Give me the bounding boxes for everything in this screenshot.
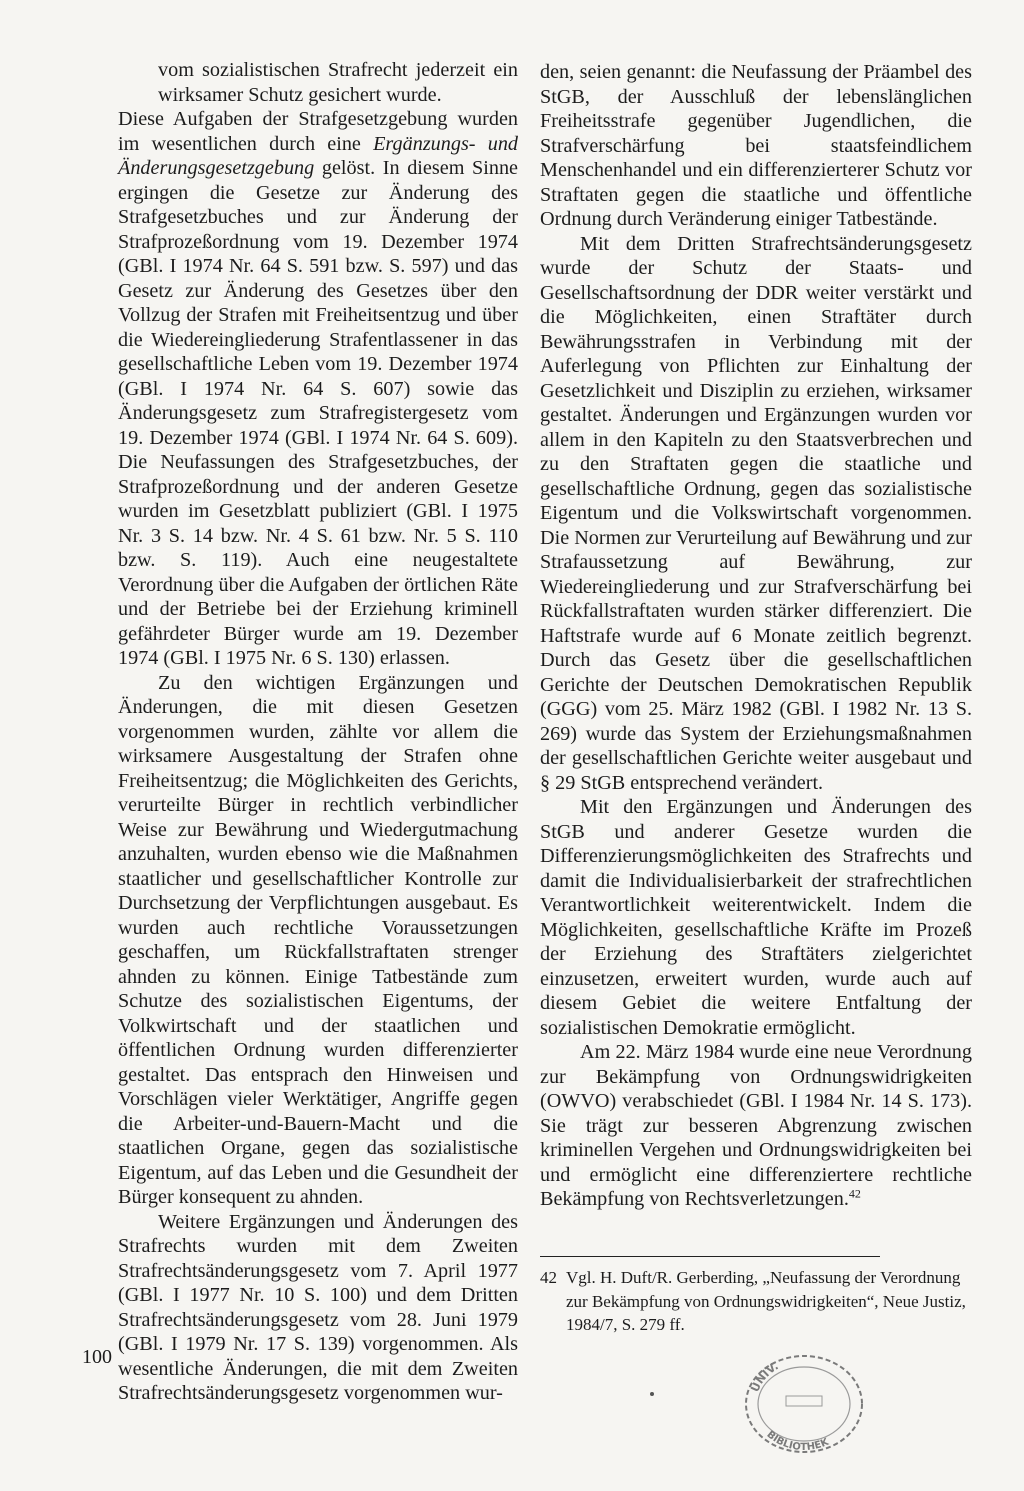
paragraph-continuation: den, seien genannt: die Neufassung der Präambel des StGB, der Ausschluß der lebenslänglichen Freiheitsstrafe gegenüber Jugendlichen, die Strafverschärfung bei staatsfeindlichem Menschenhandel und ein differenzierterer Schutz vor Straftaten gegen die staatliche und öffentliche Ordnung durch Veränderung einiger Tatbestände.	[540, 61, 972, 230]
right-text-column	[540, 60, 972, 1212]
paragraph: Weitere Ergänzungen und Änderungen des Strafrechts wurden mit dem Zweiten Strafrechtsänderungsgesetz vom 7. April 1977 (GBl. I 1977 Nr. 10 S. 100) und dem Dritten Strafrechtsänderungsgesetz vom 28. Juni 1979 (GBl. I 1979 Nr. 17 S. 139) vorgenommen. Als wesentliche Änderungen, die mit dem Zweiten Strafrechtsänderungsgesetz vorgenommen wur-	[118, 1210, 518, 1404]
paragraph: Mit dem Dritten Strafrechtsänderungsgesetz wurde der Schutz der Staats- und Gesellschaftsordnung der DDR weiter verstärkt und die Möglichkeiten, einen Straftäter durch Bewährungsstrafen in Verbindung mit der Auferlegung von Pflichten zur Einhaltung der Gesetzlichkeit und Disziplin zu erziehen, wirksamer gestaltet. Änderungen und Ergänzungen wurden vor allem in den Kapiteln zu den Staatsverbrechen und zu den Straftaten gegen die staatliche und gesellschaftliche Ordnung, gegen das sozialistische Eigentum und die Volkswirtschaft vorgenommen. Die Normen zur Verurteilung auf Bewährung und zur Strafaussetzung auf Bewährung, zur Wiedereingliederung und zur Strafverschärfung bei Rückfallstraftaten wurden stärker differenziert. Die Haftstrafe wurde auf 6 Monate zeitlich begrenzt. Durch das Gesetz über die gesellschaftlichen Gerichte der Deutschen Demokratischen Republik (GGG) vom 25. März 1982 (GBl. I 1982 Nr. 13 S. 269) wurde das System der Erziehungsmaßnahmen der gesellschaftlichen Gerichte weiter ausgebaut und § 29 StGB entsprechend verändert.	[540, 232, 972, 794]
footnote-divider	[540, 1256, 880, 1257]
paragraph: Zu den wichtigen Ergänzungen und Änderungen, die mit diesen Gesetzen vorgenommen wurden, zählte vor allem die wirksamere Ausgestaltung der Strafen ohne Freiheitsentzug; die Möglichkeiten des Gerichts, verurteilte Bürger in rechtlich verbindlicher Weise zur Bewährung und Wiedergutmachung anzuhalten, wurden ebenso wie die Maßnahmen staatlicher und gesellschaftlicher Kontrolle zur Durchsetzung der Verpflichtungen ausgebaut. Es wurden auch rechtliche Voraussetzungen geschaffen, um Rückfallstraftaten strenger ahnden zu können. Einige Tatbestände zum Schutze des sozialistischen Eigentums, der Volkwirtschaft und der staatlichen und öffentlichen Ordnung wurden differenzierter gestaltet. Das entsprach den Hinweisen und Vorschlägen vieler Werktätiger, Angriffe gegen die Arbeiter-und-Bauern-Macht und die staatlichen Organe, gegen das sozialistische Eigentum, auf das Leben und die Gesundheit der Bürger konsequent zu ahnden.	[118, 671, 518, 1208]
footnote	[540, 1266, 972, 1337]
paragraph-text: Diese Aufgaben der Strafgesetzgebung wurden im wesentlichen durch eine	[118, 108, 518, 155]
left-text-column	[118, 58, 518, 1406]
paragraph-text: Am 22. März 1984 wurde eine neue Verordnung zur Bekämpfung von Ordnungswidrigkeiten (OWVO) verabschiedet (GBl. I 1984 Nr. 14 S. 173). Sie trägt zur besseren Abgrenzung zwischen kriminellen Vergehen und Ordnungswidrigkeiten bei und ermöglicht eine differenziertere rechtliche Bekämpfung von Rechtsverletzungen.	[540, 1041, 972, 1210]
paragraph-continuation: vom sozialistischen Strafrecht jederzeit ein wirksamer Schutz gesichert wurde.	[158, 59, 518, 106]
ink-speck	[650, 1392, 654, 1396]
svg-text:UNIV.	[748, 1359, 780, 1394]
library-stamp-icon	[734, 1344, 874, 1459]
paragraph-text: gelöst. In diesem Sinne ergingen die Gesetze zur Änderung des Strafgesetzbuches und zur Änderung der Strafprozeßordnung vom 19. Dezember 1974 (GBl. I 1974 Nr. 64 S. 591 bzw. S. 597) und das Gesetz zur Änderung des Gesetzes über den Vollzug der Strafen mit Freiheitsentzug und über die Wiedereingliederung Strafentlassener in das gesellschaftliche Leben vom 19. Dezember 1974 (GBl. I 1974 Nr. 64 S. 607) sowie das Änderungsgesetz zum Strafregistergesetz vom 19. Dezember 1974 (GBl. I 1974 Nr. 64 S. 609). Die Neufassungen des Strafgesetzbuches, der Strafprozeßordnung und der anderen Gesetze wurden im Gesetzblatt publiziert (GBl. I 1975 Nr. 3 S. 14 bzw. Nr. 4 S. 61 bzw. Nr. 5 S. 110 bzw. S. 119). Auch eine neugestaltete Verordnung über die Aufgaben der örtlichen Räte und der Betriebe bei der Erziehung kriminell gefährdeter Bürger wurde am 19. Dezember 1974 (GBl. I 1975 Nr. 6 S. 130) erlassen.	[118, 157, 518, 669]
footnote-number: 42	[540, 1268, 557, 1287]
footnote-text: Vgl. H. Duft/R. Gerberding, „Neufassung der Verordnung zur Bekämpfung von Ordnungswidrigkeiten“, Neue Justiz, 1984/7, S. 279 ff.	[566, 1268, 966, 1334]
paragraph	[540, 1040, 972, 1212]
paragraph	[118, 107, 518, 671]
emphasized-term: Ergänzungs- und Änderungsgesetzgebung	[118, 132, 519, 179]
stamp-text-top: UNIV.	[748, 1359, 781, 1394]
footnote-reference[interactable]: 42	[848, 1186, 861, 1201]
stamp-text-bottom: BIBLIOTHEK	[764, 1429, 831, 1454]
paragraph: Mit den Ergänzungen und Änderungen des StGB und anderer Gesetze wurden die Differenzierungsmöglichkeiten des Strafrechts und damit die Individualisierbarkeit der strafrechtlichen Verantwortlichkeit weiterentwickelt. Indem die Möglichkeiten, gesellschaftliche Kräfte im Prozeß der Erziehung des Straftäters zielgerichtet einzusetzen, erweitert wurden, wurde auch auf diesem Gebiet die weitere Entfaltung der sozialistischen Demokratie ermöglicht.	[540, 796, 972, 1039]
page-number: 100	[82, 1346, 112, 1368]
